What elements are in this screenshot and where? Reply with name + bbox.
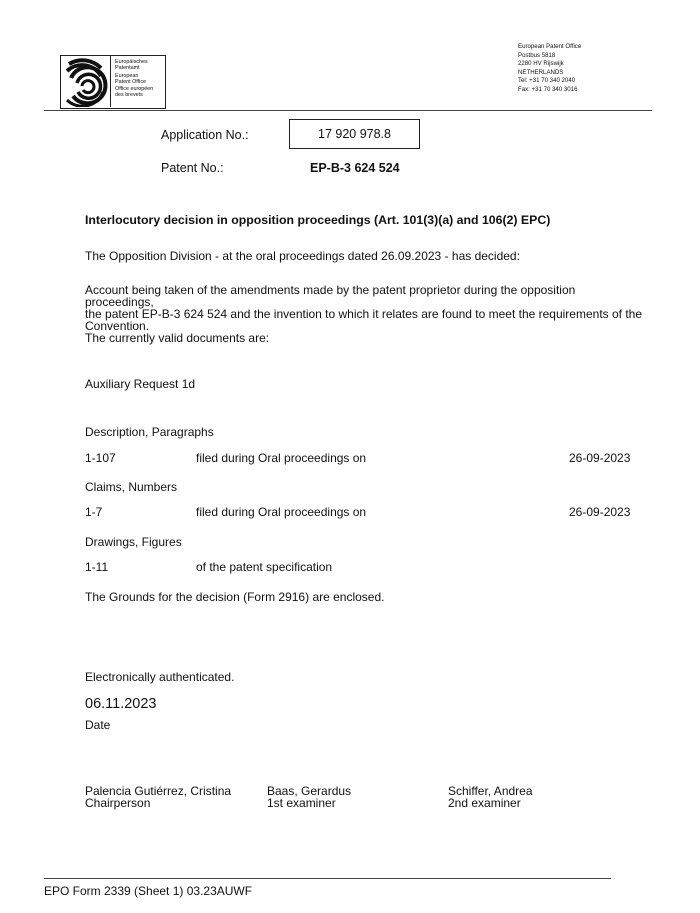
signatory-role: 1st examiner <box>267 796 336 810</box>
signatory-name: Schiffer, Andrea <box>448 784 533 798</box>
application-label: Application No.: <box>161 128 249 142</box>
address-line: Postbus 5818 <box>518 51 556 59</box>
documents-section-heading: Drawings, Figures <box>85 535 182 549</box>
authentication-text: Electronically authenticated. <box>85 670 235 684</box>
logo-line: Office européen <box>115 86 154 93</box>
signatory-first-examiner <box>267 785 351 809</box>
decision-date: 06.11.2023 <box>85 696 157 712</box>
address-line: European Patent Office <box>518 43 582 50</box>
address-line: Fax: +31 70 340 3016 <box>518 85 578 93</box>
application-number-box: 17 920 978.8 <box>289 119 420 149</box>
header-divider <box>44 110 652 111</box>
document-range: 1-7 <box>85 505 103 519</box>
signatory-role: Chairperson <box>85 796 151 810</box>
office-address <box>518 43 581 95</box>
logo-text <box>115 59 153 100</box>
document-date: 26-09-2023 <box>569 451 631 465</box>
signatory-name: Baas, Gerardus <box>267 784 352 798</box>
account-line: Convention. <box>85 319 150 333</box>
document-range: 1-11 <box>85 560 109 574</box>
documents-section-heading: Claims, Numbers <box>85 480 178 494</box>
logo-line: Patent Office <box>115 78 147 85</box>
decision-account <box>85 284 645 332</box>
epo-logo <box>60 55 166 109</box>
documents-section-heading: Description, Paragraphs <box>85 425 214 439</box>
valid-documents-heading: The currently valid documents are: <box>85 331 270 345</box>
signatory-second-examiner <box>448 785 533 809</box>
document-date: 26-09-2023 <box>569 505 631 519</box>
document-status: of the patent specification <box>196 560 333 574</box>
footer-divider <box>44 878 611 879</box>
logo-line: Europäisches <box>115 59 148 65</box>
account-line: the patent EP-B-3 624 524 and the invention to which it relates are found to meet the requirements of the <box>85 307 643 321</box>
patent-number: EP-B-3 624 524 <box>310 161 400 175</box>
logo-line: Patentamt <box>115 65 140 72</box>
signatory-role: 2nd examiner <box>448 796 521 810</box>
signatory-chairperson <box>85 785 231 809</box>
patent-label: Patent No.: <box>161 161 224 175</box>
document-range: 1-107 <box>85 451 116 465</box>
logo-line: European <box>115 72 139 79</box>
grounds-statement: The Grounds for the decision (Form 2916) are enclosed. <box>85 590 385 604</box>
document-status: filed during Oral proceedings on <box>196 505 367 519</box>
account-line: Account being taken of the amendments made by the patent proprietor during the opposition proceedings, <box>85 283 576 309</box>
date-label: Date <box>85 718 111 732</box>
logo-line: des brevets <box>115 92 143 99</box>
decision-intro: The Opposition Division - at the oral proceedings dated 26.09.2023 - has decided: <box>85 249 520 263</box>
form-footer: EPO Form 2339 (Sheet 1) 03.23AUWF <box>44 884 253 898</box>
epo-emblem-icon <box>61 56 111 107</box>
auxiliary-request: Auxiliary Request 1d <box>85 377 196 391</box>
address-line: 2280 HV Rijswijk <box>518 60 564 68</box>
document-status: filed during Oral proceedings on <box>196 451 367 465</box>
address-line: NETHERLANDS <box>518 68 564 76</box>
signatory-name: Palencia Gutiérrez, Cristina <box>85 784 232 798</box>
address-line: Tel: +31 70 340 2040 <box>518 77 576 85</box>
decision-title: Interlocutory decision in opposition proceedings (Art. 101(3)(a) and 106(2) EPC) <box>85 213 551 227</box>
